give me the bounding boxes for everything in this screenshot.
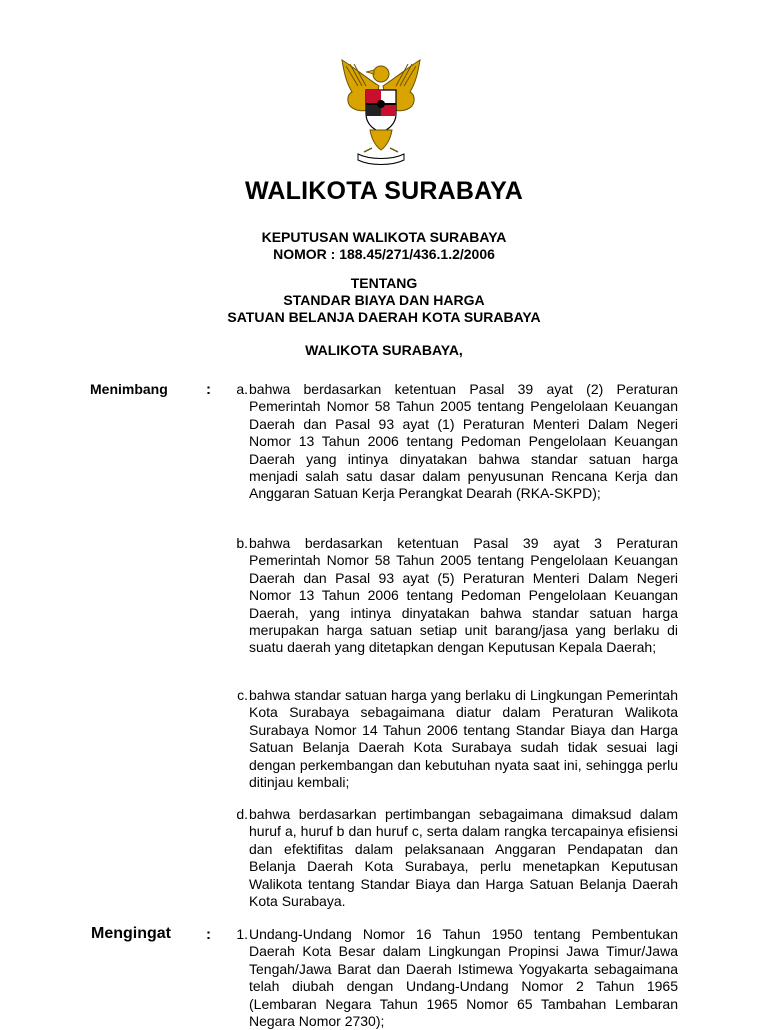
subject-line-1: STANDAR BIAYA DAN HARGA (283, 292, 485, 308)
item-marker: c. (237, 687, 248, 703)
issuer-heading: WALIKOTA SURABAYA, (305, 342, 463, 358)
item-text: bahwa berdasarkan pertimbangan sebagaimana dimaksud dalam huruf a, huruf b dan huruf c, serta dalam rangka tercapainya efisiensi dan efektifitas dalam pelaksanaan Anggaran Pendapatan dan Belanja Daerah Kota Surabaya, perlu menetapkan Keputusan Walikota tentang Standar Biaya dan Harga Satuan Belanja Daerah Kota Surabaya. (249, 806, 678, 910)
item-marker: 1. (236, 926, 248, 942)
about-label: TENTANG (350, 275, 418, 291)
subject-line-2: SATUAN BELANJA DAERAH KOTA SURABAYA (227, 309, 541, 325)
subject-heading (0, 275, 768, 326)
mengingat-colon: : (206, 926, 211, 943)
menimbang-colon: : (206, 381, 211, 398)
mengingat-label: Mengingat (91, 925, 171, 942)
garuda-pancasila-emblem-icon (334, 56, 428, 166)
list-item (222, 806, 678, 910)
item-text: bahwa berdasarkan ketentuan Pasal 39 ayat (2) Peraturan Pemerintah Nomor 58 Tahun 2005 tentang Pengelolaan Keuangan Daerah dan Pasal 93 ayat (1) Peraturan Menteri Dalam Negeri Nomor 13 Tahun 2006 tentang Pedoman Pengelolaan Keuangan Daerah yang intinya dinyatakan bahwa standar satuan harga menjadi salah satu dasar dalam penyusunan Rencana Kerja dan Anggaran Satuan Kerja Perangkat Dearah (RKA-SKPD); (249, 381, 678, 502)
list-item (222, 687, 678, 791)
item-text: bahwa berdasarkan ketentuan Pasal 39 ayat 3 Peraturan Pemerintah Nomor 58 Tahun 2005 tentang Pengelolaan Keuangan Daerah dan Pasal 93 ayat (5) Peraturan Menteri Dalam Negeri Nomor 13 Tahun 2006 tentang Pedoman Pengelolaan Keuangan Daerah, yang intinya dinyatakan bahwa standar satuan harga merupakan harga satuan setiap unit barang/jasa yang berlaku di suatu daerah yang ditetapkan dengan Keputusan Kepala Daerah; (249, 535, 678, 656)
decision-number: NOMOR : 188.45/271/436.1.2/2006 (273, 246, 495, 262)
item-marker: d. (236, 806, 248, 822)
decision-heading (0, 229, 768, 263)
item-text: bahwa standar satuan harga yang berlaku di Lingkungan Pemerintah Kota Surabaya sebagaimana diatur dalam Peraturan Walikota Surabaya Nomor 14 Tahun 2006 tentang Standar Biaya dan Harga Satuan Belanja Daerah Kota Surabaya sudah tidak sesuai lagi dengan perkembangan dan kebutuhan nyata saat ini, sehingga perlu ditinjau kembali; (249, 687, 678, 791)
list-item (222, 381, 678, 503)
menimbang-label: Menimbang (90, 381, 168, 397)
page-title: WALIKOTA SURABAYA (245, 177, 523, 205)
list-item (222, 535, 678, 657)
decision-title: KEPUTUSAN WALIKOTA SURABAYA (261, 229, 507, 245)
item-marker: a. (236, 381, 248, 397)
item-marker: b. (236, 535, 248, 551)
item-text: Undang-Undang Nomor 16 Tahun 1950 tentang Pembentukan Daerah Kota Besar dalam Lingkungan Propinsi Jawa Timur/Jawa Tengah/Jawa Barat dan Daerah Istimewa Yogyakarta sebagaimana telah diubah dengan Undang-Undang Nomor 2 Tahun 1965 (Lembaran Negara Tahun 1965 Nomor 65 Tambahan Lembaran Negara Nomor 2730); (249, 926, 678, 1030)
list-item (222, 926, 678, 1030)
